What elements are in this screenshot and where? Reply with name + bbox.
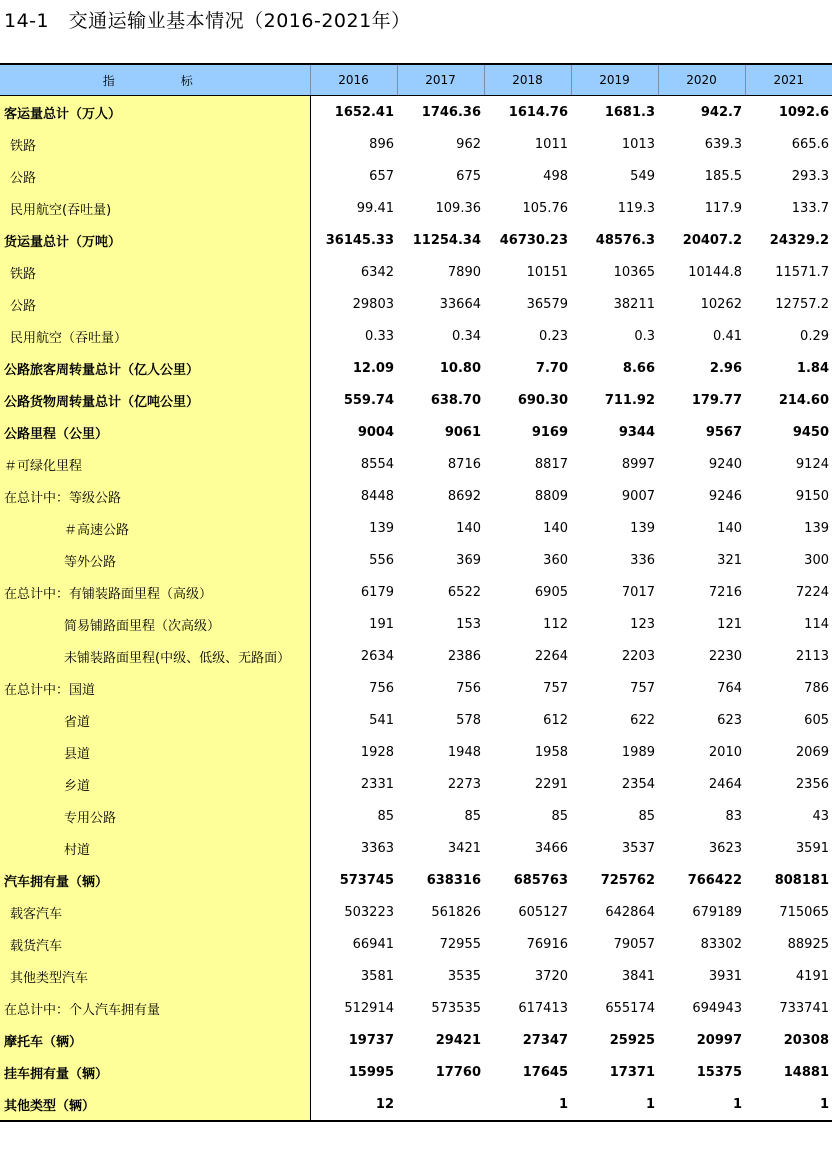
value-cell: 1614.76 bbox=[508, 104, 568, 120]
value-cell: 675 bbox=[456, 168, 481, 184]
value-cell: 6179 bbox=[360, 584, 394, 600]
table-row bbox=[0, 800, 832, 832]
year-column-header: 2016 bbox=[310, 64, 397, 96]
value-cell: 3581 bbox=[360, 968, 394, 984]
value-cell: 139 bbox=[804, 520, 829, 536]
value-cell: 2.96 bbox=[709, 360, 742, 376]
value-cell: 764 bbox=[717, 680, 742, 696]
value-cell: 20308 bbox=[783, 1032, 829, 1048]
value-cell: 123 bbox=[630, 616, 655, 632]
table-row bbox=[0, 640, 832, 672]
value-cell: 38211 bbox=[613, 296, 655, 312]
table-row bbox=[0, 288, 832, 320]
value-cell: 2634 bbox=[360, 648, 394, 664]
value-cell: 20407.2 bbox=[682, 232, 742, 248]
value-cell: 2113 bbox=[795, 648, 829, 664]
value-cell: 12757.2 bbox=[775, 296, 829, 312]
value-cell: 1011 bbox=[534, 136, 568, 152]
value-cell: 541 bbox=[369, 712, 394, 728]
table-row bbox=[0, 352, 832, 384]
value-cell: 638.70 bbox=[430, 392, 481, 408]
value-cell: 3931 bbox=[708, 968, 742, 984]
table-row bbox=[0, 960, 832, 992]
row-label: 乡道 bbox=[0, 768, 310, 800]
value-cell: 83 bbox=[725, 808, 742, 824]
value-cell: 11254.34 bbox=[412, 232, 481, 248]
value-cell: 85 bbox=[377, 808, 394, 824]
value-cell: 2356 bbox=[795, 776, 829, 792]
value-cell: 76916 bbox=[526, 936, 568, 952]
table-row bbox=[0, 448, 832, 480]
value-cell: 725762 bbox=[600, 872, 655, 888]
value-cell: 2386 bbox=[447, 648, 481, 664]
table-row bbox=[0, 928, 832, 960]
value-cell: 10262 bbox=[700, 296, 742, 312]
value-cell: 17645 bbox=[522, 1064, 568, 1080]
value-cell: 25925 bbox=[609, 1032, 655, 1048]
value-cell: 2354 bbox=[621, 776, 655, 792]
value-cell: 655174 bbox=[605, 1000, 655, 1016]
value-cell: 559.74 bbox=[343, 392, 394, 408]
value-cell: 573535 bbox=[431, 1000, 481, 1016]
value-cell: 757 bbox=[630, 680, 655, 696]
value-cell: 8.66 bbox=[622, 360, 655, 376]
value-cell: 88925 bbox=[787, 936, 829, 952]
value-cell: 10144.8 bbox=[688, 264, 742, 280]
value-cell: 3841 bbox=[621, 968, 655, 984]
value-cell: 85 bbox=[551, 808, 568, 824]
value-cell: 1958 bbox=[534, 744, 568, 760]
value-cell: 153 bbox=[456, 616, 481, 632]
table-row bbox=[0, 992, 832, 1024]
row-label: 等外公路 bbox=[0, 544, 310, 576]
value-cell: 140 bbox=[456, 520, 481, 536]
value-cell: 3466 bbox=[534, 840, 568, 856]
value-cell: 7017 bbox=[621, 584, 655, 600]
value-cell: 79057 bbox=[613, 936, 655, 952]
value-cell: 85 bbox=[638, 808, 655, 824]
value-cell: 321 bbox=[717, 552, 742, 568]
value-cell: 369 bbox=[456, 552, 481, 568]
value-cell: 2291 bbox=[534, 776, 568, 792]
value-cell: 6342 bbox=[360, 264, 394, 280]
row-label: 简易铺路面里程（次高级） bbox=[0, 608, 310, 640]
value-cell: 757 bbox=[543, 680, 568, 696]
value-cell: 573745 bbox=[339, 872, 394, 888]
value-cell: 808181 bbox=[774, 872, 829, 888]
table-row bbox=[0, 736, 832, 768]
value-cell: 3623 bbox=[708, 840, 742, 856]
table-row bbox=[0, 672, 832, 704]
table-row bbox=[0, 1088, 832, 1121]
value-cell: 8448 bbox=[360, 488, 394, 504]
value-cell: 10151 bbox=[526, 264, 568, 280]
row-label: 专用公路 bbox=[0, 800, 310, 832]
value-cell: 9061 bbox=[444, 424, 481, 440]
value-cell: 11571.7 bbox=[775, 264, 829, 280]
value-cell: 1948 bbox=[447, 744, 481, 760]
row-label: 民用航空（吞吐量） bbox=[0, 320, 310, 352]
row-label: 铁路 bbox=[0, 128, 310, 160]
value-cell: 293.3 bbox=[791, 168, 829, 184]
row-label: 在总计中：等级公路 bbox=[0, 480, 310, 512]
table-row bbox=[0, 896, 832, 928]
value-cell: 2069 bbox=[795, 744, 829, 760]
value-cell: 9344 bbox=[618, 424, 655, 440]
value-cell: 549 bbox=[630, 168, 655, 184]
value-cell: 665.6 bbox=[791, 136, 829, 152]
year-column-header: 2019 bbox=[571, 64, 658, 96]
value-cell: 9169 bbox=[531, 424, 568, 440]
row-label: 载货汽车 bbox=[0, 928, 310, 960]
row-label: 在总计中：有铺装路面里程（高级） bbox=[0, 576, 310, 608]
year-column-header: 2018 bbox=[484, 64, 571, 96]
value-cell: 29421 bbox=[435, 1032, 481, 1048]
value-cell: 9004 bbox=[357, 424, 394, 440]
value-cell: 7.70 bbox=[535, 360, 568, 376]
value-cell: 1652.41 bbox=[334, 104, 394, 120]
row-label: 民用航空(吞吐量) bbox=[0, 192, 310, 224]
value-cell: 29803 bbox=[352, 296, 394, 312]
table-row bbox=[0, 384, 832, 416]
value-cell: 133.7 bbox=[791, 200, 829, 216]
row-label: ＃可绿化里程 bbox=[0, 448, 310, 480]
value-cell: 121 bbox=[717, 616, 742, 632]
row-label: 挂车拥有量（辆） bbox=[0, 1056, 310, 1088]
value-cell: 7224 bbox=[795, 584, 829, 600]
value-cell: 657 bbox=[369, 168, 394, 184]
value-cell: 1 bbox=[745, 1088, 832, 1121]
row-label: 其他类型汽车 bbox=[0, 960, 310, 992]
value-cell: 48576.3 bbox=[595, 232, 655, 248]
value-cell: 12 bbox=[310, 1088, 397, 1121]
page-title: 14-1 交通运输业基本情况（2016-2021年） bbox=[4, 10, 411, 32]
value-cell: 715065 bbox=[779, 904, 829, 920]
value-cell: 83302 bbox=[700, 936, 742, 952]
table-row bbox=[0, 768, 832, 800]
row-label: 公路货物周转量总计（亿吨公里） bbox=[0, 384, 310, 416]
row-label: 村道 bbox=[0, 832, 310, 864]
value-cell: 8809 bbox=[534, 488, 568, 504]
value-cell: 0.33 bbox=[365, 328, 394, 344]
value-cell: 2464 bbox=[708, 776, 742, 792]
value-cell: 12.09 bbox=[352, 360, 394, 376]
value-cell: 66941 bbox=[352, 936, 394, 952]
row-label: 铁路 bbox=[0, 256, 310, 288]
value-cell: 17760 bbox=[435, 1064, 481, 1080]
value-cell: 6522 bbox=[447, 584, 481, 600]
value-cell: 0.34 bbox=[452, 328, 481, 344]
value-cell: 1 bbox=[658, 1088, 745, 1121]
row-label: 县道 bbox=[0, 736, 310, 768]
value-cell: 3421 bbox=[447, 840, 481, 856]
header-row bbox=[0, 64, 832, 96]
value-cell: 4191 bbox=[795, 968, 829, 984]
value-cell: 3535 bbox=[447, 968, 481, 984]
value-cell: 214.60 bbox=[778, 392, 829, 408]
value-cell: 114 bbox=[804, 616, 829, 632]
value-cell: 561826 bbox=[431, 904, 481, 920]
value-cell: 2264 bbox=[534, 648, 568, 664]
value-cell: 0.3 bbox=[634, 328, 655, 344]
table-row bbox=[0, 608, 832, 640]
table-row bbox=[0, 256, 832, 288]
value-cell: 9240 bbox=[708, 456, 742, 472]
value-cell: 19737 bbox=[348, 1032, 394, 1048]
value-cell: 15995 bbox=[348, 1064, 394, 1080]
value-cell: 622 bbox=[630, 712, 655, 728]
value-cell: 1746.36 bbox=[421, 104, 481, 120]
value-cell: 27347 bbox=[522, 1032, 568, 1048]
value-cell: 1989 bbox=[621, 744, 655, 760]
table-header bbox=[0, 64, 832, 96]
value-cell: 2273 bbox=[447, 776, 481, 792]
value-cell: 9246 bbox=[708, 488, 742, 504]
table-row bbox=[0, 96, 832, 129]
value-cell: 617413 bbox=[518, 1000, 568, 1016]
value-cell: 2331 bbox=[360, 776, 394, 792]
value-cell: 109.36 bbox=[435, 200, 481, 216]
row-label: 在总计中：国道 bbox=[0, 672, 310, 704]
value-cell: 896 bbox=[369, 136, 394, 152]
value-cell: 711.92 bbox=[604, 392, 655, 408]
table-row bbox=[0, 512, 832, 544]
value-cell: 512914 bbox=[344, 1000, 394, 1016]
value-cell: 1 bbox=[571, 1088, 658, 1121]
year-column-header: 2017 bbox=[397, 64, 484, 96]
value-cell: 6905 bbox=[534, 584, 568, 600]
value-cell: 0.29 bbox=[800, 328, 829, 344]
value-cell: 498 bbox=[543, 168, 568, 184]
value-cell: 1681.3 bbox=[604, 104, 655, 120]
year-column-header: 2021 bbox=[745, 64, 832, 96]
table-row bbox=[0, 576, 832, 608]
table-row bbox=[0, 224, 832, 256]
value-cell: 119.3 bbox=[617, 200, 655, 216]
value-cell: 942.7 bbox=[700, 104, 742, 120]
value-cell: 117.9 bbox=[704, 200, 742, 216]
value-cell: 679189 bbox=[692, 904, 742, 920]
row-label: 在总计中：个人汽车拥有量 bbox=[0, 992, 310, 1024]
table-row bbox=[0, 832, 832, 864]
value-cell: 10.80 bbox=[439, 360, 481, 376]
table-body bbox=[0, 96, 832, 1122]
table-row bbox=[0, 128, 832, 160]
row-label: 货运量总计（万吨） bbox=[0, 224, 310, 256]
value-cell: 36579 bbox=[526, 296, 568, 312]
value-cell: 43 bbox=[812, 808, 829, 824]
row-label: 公路旅客周转量总计（亿人公里） bbox=[0, 352, 310, 384]
row-label: 公路 bbox=[0, 160, 310, 192]
indicator-column-header: 指 标 bbox=[0, 64, 310, 96]
table-row bbox=[0, 1056, 832, 1088]
value-cell: 9150 bbox=[795, 488, 829, 504]
year-column-header: 2020 bbox=[658, 64, 745, 96]
value-cell: 3720 bbox=[534, 968, 568, 984]
value-cell: 105.76 bbox=[522, 200, 568, 216]
value-cell: 15375 bbox=[696, 1064, 742, 1080]
value-cell: 99.41 bbox=[356, 200, 394, 216]
table-row bbox=[0, 704, 832, 736]
value-cell: 20997 bbox=[696, 1032, 742, 1048]
value-cell: 112 bbox=[543, 616, 568, 632]
value-cell: 85 bbox=[464, 808, 481, 824]
value-cell: 140 bbox=[543, 520, 568, 536]
value-cell: 36145.33 bbox=[325, 232, 394, 248]
row-label: 客运量总计（万人） bbox=[0, 96, 310, 129]
value-cell: 685763 bbox=[513, 872, 568, 888]
table-row bbox=[0, 544, 832, 576]
table-row bbox=[0, 320, 832, 352]
value-cell: 3363 bbox=[360, 840, 394, 856]
table-row bbox=[0, 864, 832, 896]
row-label: 其他类型（辆） bbox=[0, 1088, 310, 1121]
value-cell: 690.30 bbox=[517, 392, 568, 408]
value-cell: 605 bbox=[804, 712, 829, 728]
table-row bbox=[0, 1024, 832, 1056]
value-cell: 140 bbox=[717, 520, 742, 536]
value-cell: 605127 bbox=[518, 904, 568, 920]
row-label: 公路 bbox=[0, 288, 310, 320]
value-cell: 17371 bbox=[609, 1064, 655, 1080]
value-cell: 2010 bbox=[708, 744, 742, 760]
value-cell: 756 bbox=[456, 680, 481, 696]
value-cell: 756 bbox=[369, 680, 394, 696]
value-cell: 1 bbox=[484, 1088, 571, 1121]
value-cell: 578 bbox=[456, 712, 481, 728]
statistics-table bbox=[0, 63, 832, 1122]
row-label: 省道 bbox=[0, 704, 310, 736]
value-cell: 786 bbox=[804, 680, 829, 696]
value-cell: 191 bbox=[369, 616, 394, 632]
value-cell: 8716 bbox=[447, 456, 481, 472]
value-cell: 0.23 bbox=[539, 328, 568, 344]
row-label: 载客汽车 bbox=[0, 896, 310, 928]
value-cell: 7216 bbox=[708, 584, 742, 600]
value-cell: 503223 bbox=[344, 904, 394, 920]
value-cell: 1092.6 bbox=[778, 104, 829, 120]
table-row bbox=[0, 192, 832, 224]
value-cell: 9567 bbox=[705, 424, 742, 440]
value-cell: 300 bbox=[804, 552, 829, 568]
value-cell: 766422 bbox=[687, 872, 742, 888]
value-cell bbox=[397, 1088, 484, 1121]
value-cell: 139 bbox=[630, 520, 655, 536]
value-cell: 2203 bbox=[621, 648, 655, 664]
row-label: 摩托车（辆） bbox=[0, 1024, 310, 1056]
value-cell: 623 bbox=[717, 712, 742, 728]
value-cell: 1928 bbox=[360, 744, 394, 760]
table-row bbox=[0, 160, 832, 192]
value-cell: 3591 bbox=[795, 840, 829, 856]
row-label: 汽车拥有量（辆） bbox=[0, 864, 310, 896]
value-cell: 7890 bbox=[447, 264, 481, 280]
value-cell: 733741 bbox=[779, 1000, 829, 1016]
value-cell: 694943 bbox=[692, 1000, 742, 1016]
value-cell: 962 bbox=[456, 136, 481, 152]
value-cell: 46730.23 bbox=[499, 232, 568, 248]
value-cell: 639.3 bbox=[704, 136, 742, 152]
table-row bbox=[0, 480, 832, 512]
value-cell: 360 bbox=[543, 552, 568, 568]
value-cell: 8997 bbox=[621, 456, 655, 472]
value-cell: 8817 bbox=[534, 456, 568, 472]
value-cell: 72955 bbox=[439, 936, 481, 952]
value-cell: 10365 bbox=[613, 264, 655, 280]
value-cell: 642864 bbox=[605, 904, 655, 920]
value-cell: 8692 bbox=[447, 488, 481, 504]
table-row bbox=[0, 416, 832, 448]
value-cell: 1.84 bbox=[796, 360, 829, 376]
value-cell: 2230 bbox=[708, 648, 742, 664]
value-cell: 0.41 bbox=[713, 328, 742, 344]
value-cell: 336 bbox=[630, 552, 655, 568]
value-cell: 24329.2 bbox=[769, 232, 829, 248]
value-cell: 14881 bbox=[783, 1064, 829, 1080]
value-cell: 139 bbox=[369, 520, 394, 536]
value-cell: 1013 bbox=[621, 136, 655, 152]
value-cell: 9450 bbox=[792, 424, 829, 440]
row-label: 公路里程（公里） bbox=[0, 416, 310, 448]
value-cell: 556 bbox=[369, 552, 394, 568]
value-cell: 33664 bbox=[439, 296, 481, 312]
value-cell: 638316 bbox=[426, 872, 481, 888]
row-label: 未铺装路面里程(中级、低级、无路面） bbox=[0, 640, 310, 672]
value-cell: 9124 bbox=[795, 456, 829, 472]
value-cell: 3537 bbox=[621, 840, 655, 856]
row-label: ＃高速公路 bbox=[0, 512, 310, 544]
value-cell: 8554 bbox=[360, 456, 394, 472]
value-cell: 179.77 bbox=[691, 392, 742, 408]
value-cell: 612 bbox=[543, 712, 568, 728]
value-cell: 9007 bbox=[621, 488, 655, 504]
value-cell: 185.5 bbox=[704, 168, 742, 184]
